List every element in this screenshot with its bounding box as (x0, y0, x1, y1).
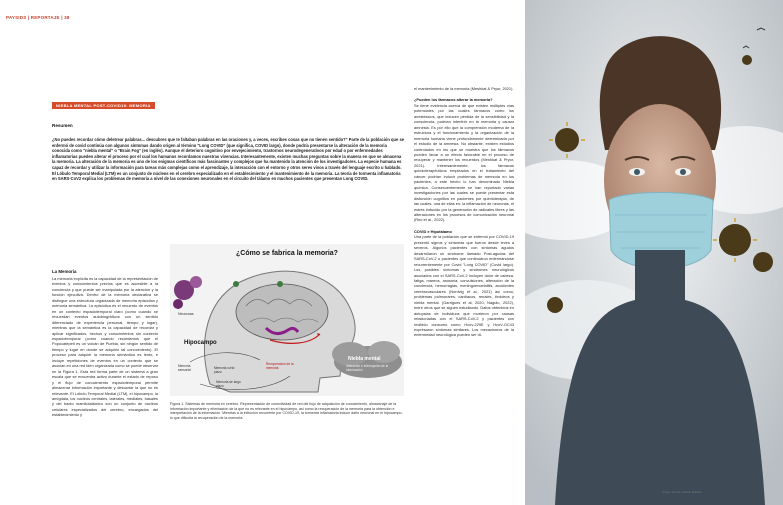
abstract-text: ¿No puedes recordar cómo deletrear palabras... descubres que te faltaban palabras en las oraciones y, a veces, escribes cosas que no tienen sentido?" Parte de la población que se enfermó de covid continúa con algunos síntomas dando origen al término "Long COVID" (que significa, COVID largo), donde podría presentarse la alteración de la memoria conocida como "niebla mental" o "Brain Fog" (en inglés). Aunque el deterioro cognitivo por envejecimiento, trastornos neurodegenerativos por edad o por enfermedades inflamatorias pueden alterar el proceso por el cual los humanos recordamos nuestras vivencias. Interesantemente, existen muchas preguntas sobre la manera en que se almacena la memoria. La alteración de la memoria es uno de los enigmas científicos más fascinantes y complejos que ha mantenido la atención de los investigadores. La especie humana es capaz de recordar y utilizar la información para tareas más complejas como el aprendizaje, la interacción con el entorno y otros seres vivos a través del lenguaje escrito u hablado. El Lóbulo Temporal Medial (LTM) es un conjunto de núcleos en el cerebro especializado en el establecimiento y el mantenimiento de la memoria. La teoría de tormenta inflamatoria en SARS-CoV2 explica los problemas de memoria a nivel de las conexiones neuronales en el circuito del tálamo en muchos pacientes que presentan Long COVID. (52, 137, 405, 182)
hippocampus-label: Hipocampo (184, 340, 217, 346)
virus-mark (233, 281, 239, 287)
masked-person-illustration (525, 0, 783, 505)
fog-sub-label: Alteración e interrupción de la información (346, 364, 389, 372)
drugs-text: Se tiene evidencia acerca de que existen múltiples vías potenciales por las cuales fármacos como los anestésicos, que inducen pérdida de la sensibilidad y la consciencia, podrían interferir en la memoria y causar amnesia. Es por ello que la comprensión moderna de la estructura y el funcionamiento y la organización de la memoria humana viene profundamente determinada por el estudio de la amnesia. No obstante, existen estudios controlados en los que se muestra que los fármacos pueden llevar a un efecto favorable en el proceso de recuperar y mantener los recuerdos (Meshkat & Pryor, 2021). Interesantemente, los fármacos quimioterapéuticos empleados en el tratamiento del cáncer podrían inducir problemas de memoria en los pacientes, a este hecho lo han denominado Niebla química. Consecuentemente se han reportado varias investigaciones por las cuales se puede presentar esta disfunción cognitiva en pacientes por quimioterapia, de las cuales, una de ellas es: la inflamación de neuronas, el estrés inducido por la generación de radicales libres y las alteraciones en los procesos de comunicación neuronal (Reo et al., 2022). (414, 102, 514, 223)
figure-title: ¿Cómo se fabrica la memoria? (236, 250, 338, 257)
long-term-memory-label: Memoria de largo plazo (216, 380, 241, 388)
figure-caption: Figura 1. Sistemas de memoria en cerebro. Representación de conectividad de red del flujo de adquisición de conocimiento, almacenaje de la información importante y eliminación de la que no es relevante en el hipocampo, así como la recuperación de la memoria para la obtención e interpretación de la información. Mientras a la infección recurrente por COVID-19, la tormenta inflamatoria induce daño neuronal en el hipocampo, lo que dificulta la recuperación de la memoria. (170, 402, 403, 421)
photo-credit: Imagen: Freepik / Diseño Editorial (662, 491, 702, 494)
column-3 (414, 86, 514, 338)
covid-heading: COVID e Hipotálamo (414, 228, 452, 234)
recovery-memory-label: Recuperación de la memoria (266, 362, 294, 370)
memory-figure (170, 244, 404, 396)
page-header: PAYSIDS | REPORTAJE | 38 (6, 15, 70, 20)
short-term-memory-label: Memoria corto plazo (214, 366, 235, 374)
sensory-memory-label: Memoria sensorial (178, 364, 191, 372)
neurons-label: Neuronas (178, 312, 194, 316)
fog-label: Niebla mental (348, 356, 381, 362)
column-1-text: La memoria explícita es la capacidad de la representación de eventos y conocimientos previos que es accesible a la conciencia y que puede ser manipulada por la atención y la función ejecutiva. Dentro de la memoria declarativa se distingue una estructura organizada de memoria episódica y memoria semántica. La episódica es el recuerdo de eventos en un contexto espaciotemporal claro (como cuando se recuerdan eventos autobiográficos con un sentido diferenciado de experiencia personal, tiempo y lugar), mientras que la semántica es la capacidad de recordar y aplicar significados, hechos y conocimientos sin contexto espaciotemporal (como cuando recordamos que el Popocatépetl es un volcán de Puebla, sin ningún sentido de tiempo y lugar en donde se adquirió tal conocimiento). El proceso para adquirir la memoria semántica es lento, e incluye repeticiones de eventos en un contexto que se asocian en una red bien organizada como se puede observar en la Figura 1. Esta red forma parte de un sistema a gran escala que se encuentra activo durante el estado de reposo y el flujo de conocimiento espaciotemporal permite almacenar información importante y descartar la que no es relevante. El Lóbulo Temporal Medial (LTM), el hipocampo, la amígdala, los núcleos centrales, laterales, mediales, basales y del tracto mamilotalámico son un conjunto de núcleos celulares especializados del cerebro, encargados del establecimiento y (52, 276, 158, 418)
abstract-title: Resumen (52, 123, 73, 128)
drugs-heading: ¿Pueden los fármacos alterar la memoria? (414, 97, 493, 103)
memory-heading: La Memoria (52, 269, 77, 274)
column-3-intro: el mantenimiento de la memoria (Meshkat & Pryor, 2021). (414, 86, 514, 91)
covid-text: Una parte de la población que se enfermó por COVID-19 presentó signos y síntomas que fueron desde leves a severos. Algunos pacientes con síntomas agudos desarrollaron un síndrome llamado Post-agudas del SARS-CoV-2 o pacientes que continuaron enfermándose recurrentemente por Covid "Long COVID" (Covid largo). Los posibles síntomas y síndromes neurológicos asociados con el SARS-CoV-2 incluyen dolor de cabeza, fatiga, mareos, anosmia, convulsiones, alteración de la conciencia, hemorragias, meningoencefalitis, accidentes cerebrovasculares (Nordvig et al., 2021) así como, problemas pulmonares, cardíacos, renales, tiroideos y niebla mental. (Garrigues et al, 2020; Nagulu, 2022), entre otros que se siguen estudiando. Datos obtenidos en autopsias de individuos que murieron por causas relacionadas con el SARS-CoV-2 y pacientes con recibido consumo como Hcov-229E y HcoV-OC43 expresaron síntomas similares. Los mecanismos de la enfermedad neurológica pueden ser di- (414, 234, 514, 338)
right-page-photo (525, 0, 783, 505)
section-tag: NIEBLA MENTAL POST-COVID19: MEMORIA (52, 102, 155, 109)
figure-illustration (170, 244, 404, 396)
